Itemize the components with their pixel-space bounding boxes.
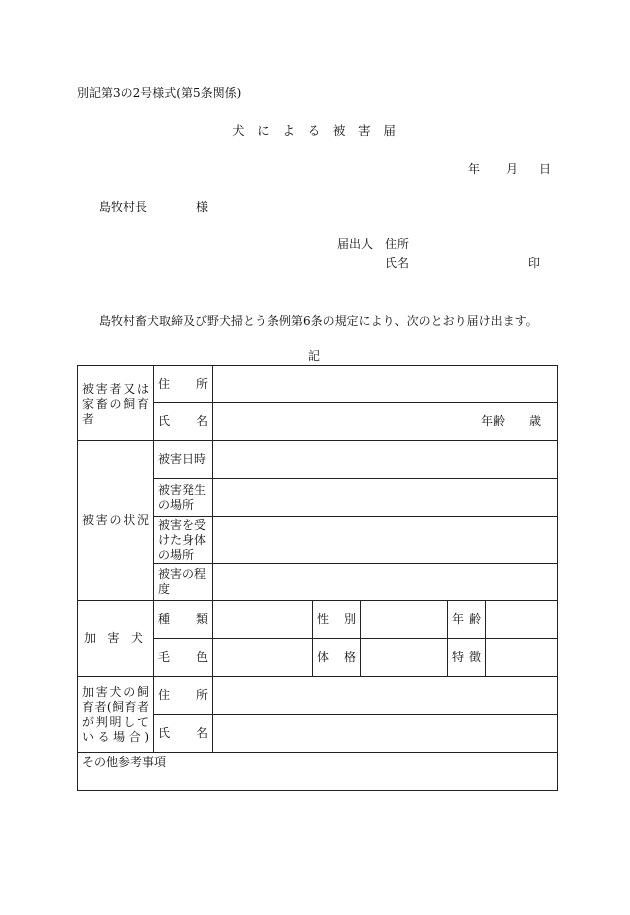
owner-name-field[interactable] <box>213 715 558 753</box>
addressee-honorific: 様 <box>196 200 209 214</box>
seal-mark: 印 <box>528 256 541 270</box>
owner-address-field[interactable] <box>213 677 558 715</box>
damage-place-field[interactable] <box>213 479 558 517</box>
damage-section-label: 被害の状況 <box>78 441 154 601</box>
victim-address-row <box>78 366 558 403</box>
damage-degree-field[interactable] <box>213 564 558 601</box>
other-notes-label: その他参考事項 <box>82 755 167 769</box>
dog-kind-field[interactable] <box>213 601 313 639</box>
dog-color-label: 毛 色 <box>154 639 213 677</box>
damage-datetime-label: 被害日時 <box>154 441 213 479</box>
damage-body-place-field[interactable] <box>213 517 558 564</box>
dog-age-field[interactable] <box>486 601 558 639</box>
damage-place-label: 被害発生の場所 <box>154 479 213 517</box>
owner-name-label: 氏 名 <box>154 715 213 753</box>
statement: 島牧村畜犬取締及び野犬掃とう条例第6条の規定により、次のとおり届け出ます。 <box>99 314 538 328</box>
dog-build-label: 体 格 <box>313 639 361 677</box>
form-title: 犬 に よ る 被 害 届 <box>232 123 401 138</box>
owner-address-label: 住 所 <box>154 677 213 715</box>
dog-color-field[interactable] <box>213 639 313 677</box>
dog-feature-field[interactable] <box>486 639 558 677</box>
form-number: 別記第3の2号様式(第5条関係) <box>77 86 242 100</box>
damage-body-place-label: 被害を受けた身体の場所 <box>154 517 213 564</box>
damage-datetime-row <box>78 441 558 479</box>
other-notes-row <box>78 753 558 791</box>
dog-kind-row <box>78 601 558 639</box>
dog-sex-field[interactable] <box>361 601 448 639</box>
dog-sex-label: 性 別 <box>313 601 361 639</box>
damage-degree-label: 被害の程度 <box>154 564 213 601</box>
victim-name-field[interactable] <box>213 403 558 441</box>
reporter-label: 届出人 <box>337 237 374 251</box>
dog-age-label: 年 齢 <box>448 601 486 639</box>
ki-mark: 記 <box>308 349 321 363</box>
reporter-address-label: 住所 <box>385 237 410 251</box>
reporter-name-label: 氏名 <box>385 256 410 270</box>
victim-age-label: 年齢 歳 <box>481 414 542 428</box>
date-year: 年 <box>468 162 481 176</box>
damage-datetime-field[interactable] <box>213 441 558 479</box>
dog-build-field[interactable] <box>361 639 448 677</box>
victim-address-field[interactable] <box>213 366 558 403</box>
victim-name-label: 氏 名 <box>154 403 213 441</box>
owner-address-row <box>78 677 558 715</box>
owner-section-label: 加害犬の飼育者(飼育者が判明している場合) <box>78 677 154 753</box>
victim-address-label: 住 所 <box>154 366 213 403</box>
date-day: 日 <box>539 162 552 176</box>
victim-section-label: 被害者又は家畜の飼育者 <box>78 366 154 441</box>
dog-feature-label: 特 徴 <box>448 639 486 677</box>
damage-report-table <box>77 365 558 791</box>
dog-section-label: 加 害 犬 <box>78 601 154 677</box>
other-notes-field[interactable] <box>78 753 558 791</box>
date-month: 月 <box>506 162 519 176</box>
dog-kind-label: 種 類 <box>154 601 213 639</box>
addressee: 島牧村長 <box>99 200 148 214</box>
